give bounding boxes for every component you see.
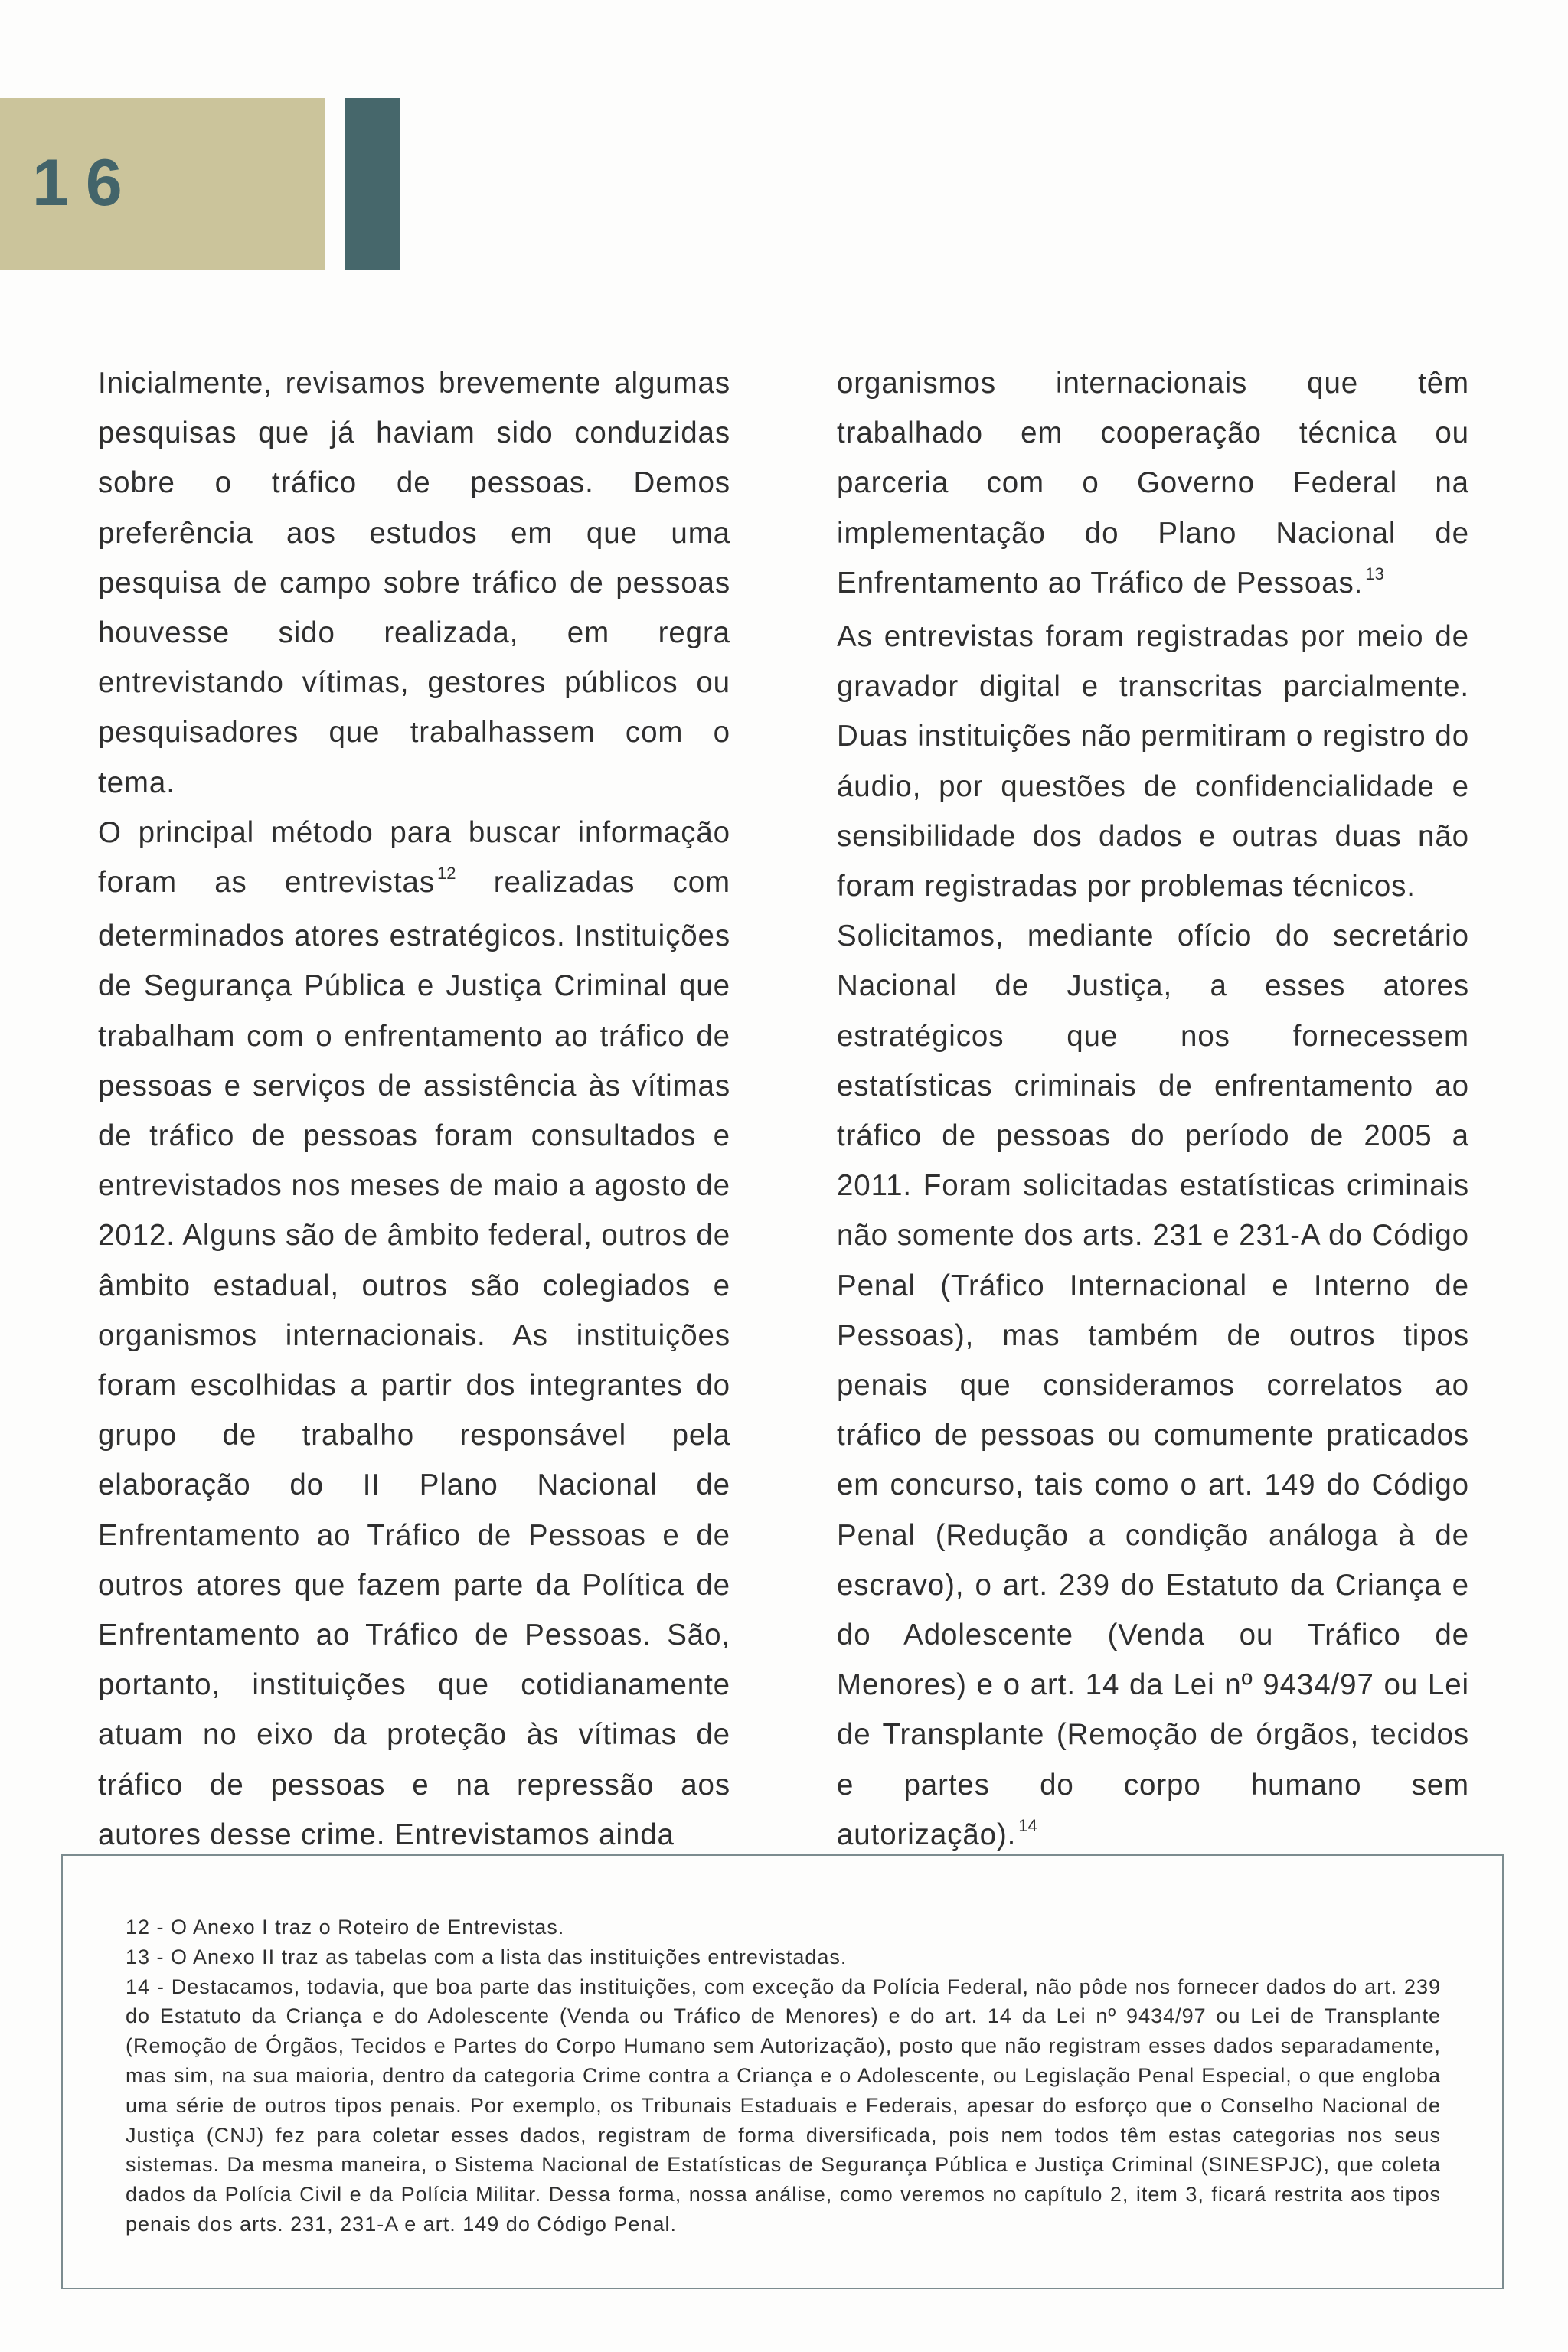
paragraph xyxy=(837,911,1469,1864)
page-number: 16 xyxy=(32,146,139,220)
footnote-13: 13 - O Anexo II traz as tabelas com a lista das instituições entrevistadas. xyxy=(126,1945,848,1968)
footnote-12: 12 - O Anexo I traz o Roteiro de Entrevistas. xyxy=(126,1916,565,1939)
header-tab-teal xyxy=(345,98,400,270)
footnote-ref-13[interactable]: 13 xyxy=(1365,564,1384,583)
paragraph-text: realizadas com determinados atores estratégicos. Instituições de Segurança Pública e Justiça Criminal que trabalham com o enfrentamento ao tráfico de pessoas e serviços de assistência às vítimas de tráfico de pessoas foram consultados e entrevistados nos meses de maio a agosto de 2012. Alguns são de âmbito federal, outros de âmbito estadual, outros são colegiados e organismos internacionais. As instituições foram escolhidas a partir dos integrantes do grupo de trabalho responsável pela elaboração do II Plano Nacional de Enfrentamento ao Tráfico de Pessoas e de outros atores que fazem parte da Política de Enfrentamento ao Tráfico de Pessoas. São, portanto, instituições que cotidianamente atuam no eixo da proteção às vítimas de tráfico de pessoas e na repressão aos autores desse crime. Entrevistamos ainda xyxy=(98,866,731,1851)
paragraph: Inicialmente, revisamos brevemente algumas pesquisas que já haviam sido conduzidas sobre o tráfico de pessoas. Demos preferência aos estudos em que uma pesquisa de campo sobre tráfico de pessoas houvesse sido realizada, em regra entrevistando vítimas, gestores públicos ou pesquisadores que trabalhassem com o tema. xyxy=(98,367,730,799)
footnote-ref-12[interactable]: 12 xyxy=(437,864,456,884)
paragraph xyxy=(837,358,1469,612)
paragraph-text: organismos internacionais que têm trabalhado em cooperação técnica ou parceria com o Governo Federal na implementação do Plano Nacional de Enfrentamento ao Tráfico de Pessoas. xyxy=(837,367,1469,599)
paragraph-text: Solicitamos, mediante ofício do secretário Nacional de Justiça, a esses atores estratégicos que nos fornecessem estatísticas criminais de enfrentamento ao tráfico de pessoas do período de 2005 a 2011. Foram solicitadas estatísticas criminais não somente dos arts. 231 e 231-A do Código Penal (Tráfico Internacional e Interno de Pessoas), mas também de outros tipos penais que consideramos correlatos ao tráfico de pessoas ou comumente praticados em concurso, tais como o art. 149 do Código Penal (Redução a condição análoga à de escravo), o art. 239 do Estatuto da Criança e do Adolescente (Venda ou Tráfico de Menores) e o art. 14 da Lei nº 9434/97 ou Lei de Transplante (Remoção de órgãos, tecidos e partes do corpo humano sem autorização). xyxy=(837,920,1469,1851)
footnote-ref-14[interactable]: 14 xyxy=(1018,1815,1037,1835)
body-column-left xyxy=(98,358,730,1860)
footnote-14: 14 - Destacamos, todavia, que boa parte das instituições, com exceção da Polícia Federal, não pôde nos fornecer dados do art. 239 do Estatuto da Criança e do Adolescente (Venda ou Tráfico de Menores) e do art. 14 da Lei nº 9434/97 ou Lei de Transplante (Remoção de Órgãos, Tecidos e Partes do Corpo Humano sem Autorização), posto que não registram esses dados separadamente, mas sim, na sua maioria, dentro da categoria Crime contra a Criança e o Adolescente, ou Legislação Penal Especial, o que engloba uma série de outros tipos penais. Por exemplo, os Tribunais Estaduais e Federais, apesar do esforço que o Conselho Nacional de Justiça (CNJ) fez para coletar esses dados, registram de forma diversificada, pois nem todos têm estas categorias nos seus sistemas. Da mesma maneira, o Sistema Nacional de Estatísticas de Segurança Pública e Justiça Criminal (SINESPJC), que coleta dados da Polícia Civil e da Polícia Militar. Dessa forma, nossa análise, como veremos no capítulo 2, item 3, ficará restrita aos tipos penais dos arts. 231, 231-A e art. 149 do Código Penal. xyxy=(126,1975,1441,2236)
paragraph: As entrevistas foram registradas por meio de gravador digital e transcritas parcialmente. Duas instituições não permitiram o registro do áudio, por questões de confidencialidade e sensibilidade dos dados e outras duas não foram registradas por problemas técnicos. xyxy=(837,620,1469,903)
body-column-right xyxy=(837,358,1469,1864)
paragraph-text: O principal método para buscar informação foram as entrevistas xyxy=(98,815,730,900)
footnotes-box xyxy=(61,1854,1504,2289)
paragraph xyxy=(98,808,730,1860)
